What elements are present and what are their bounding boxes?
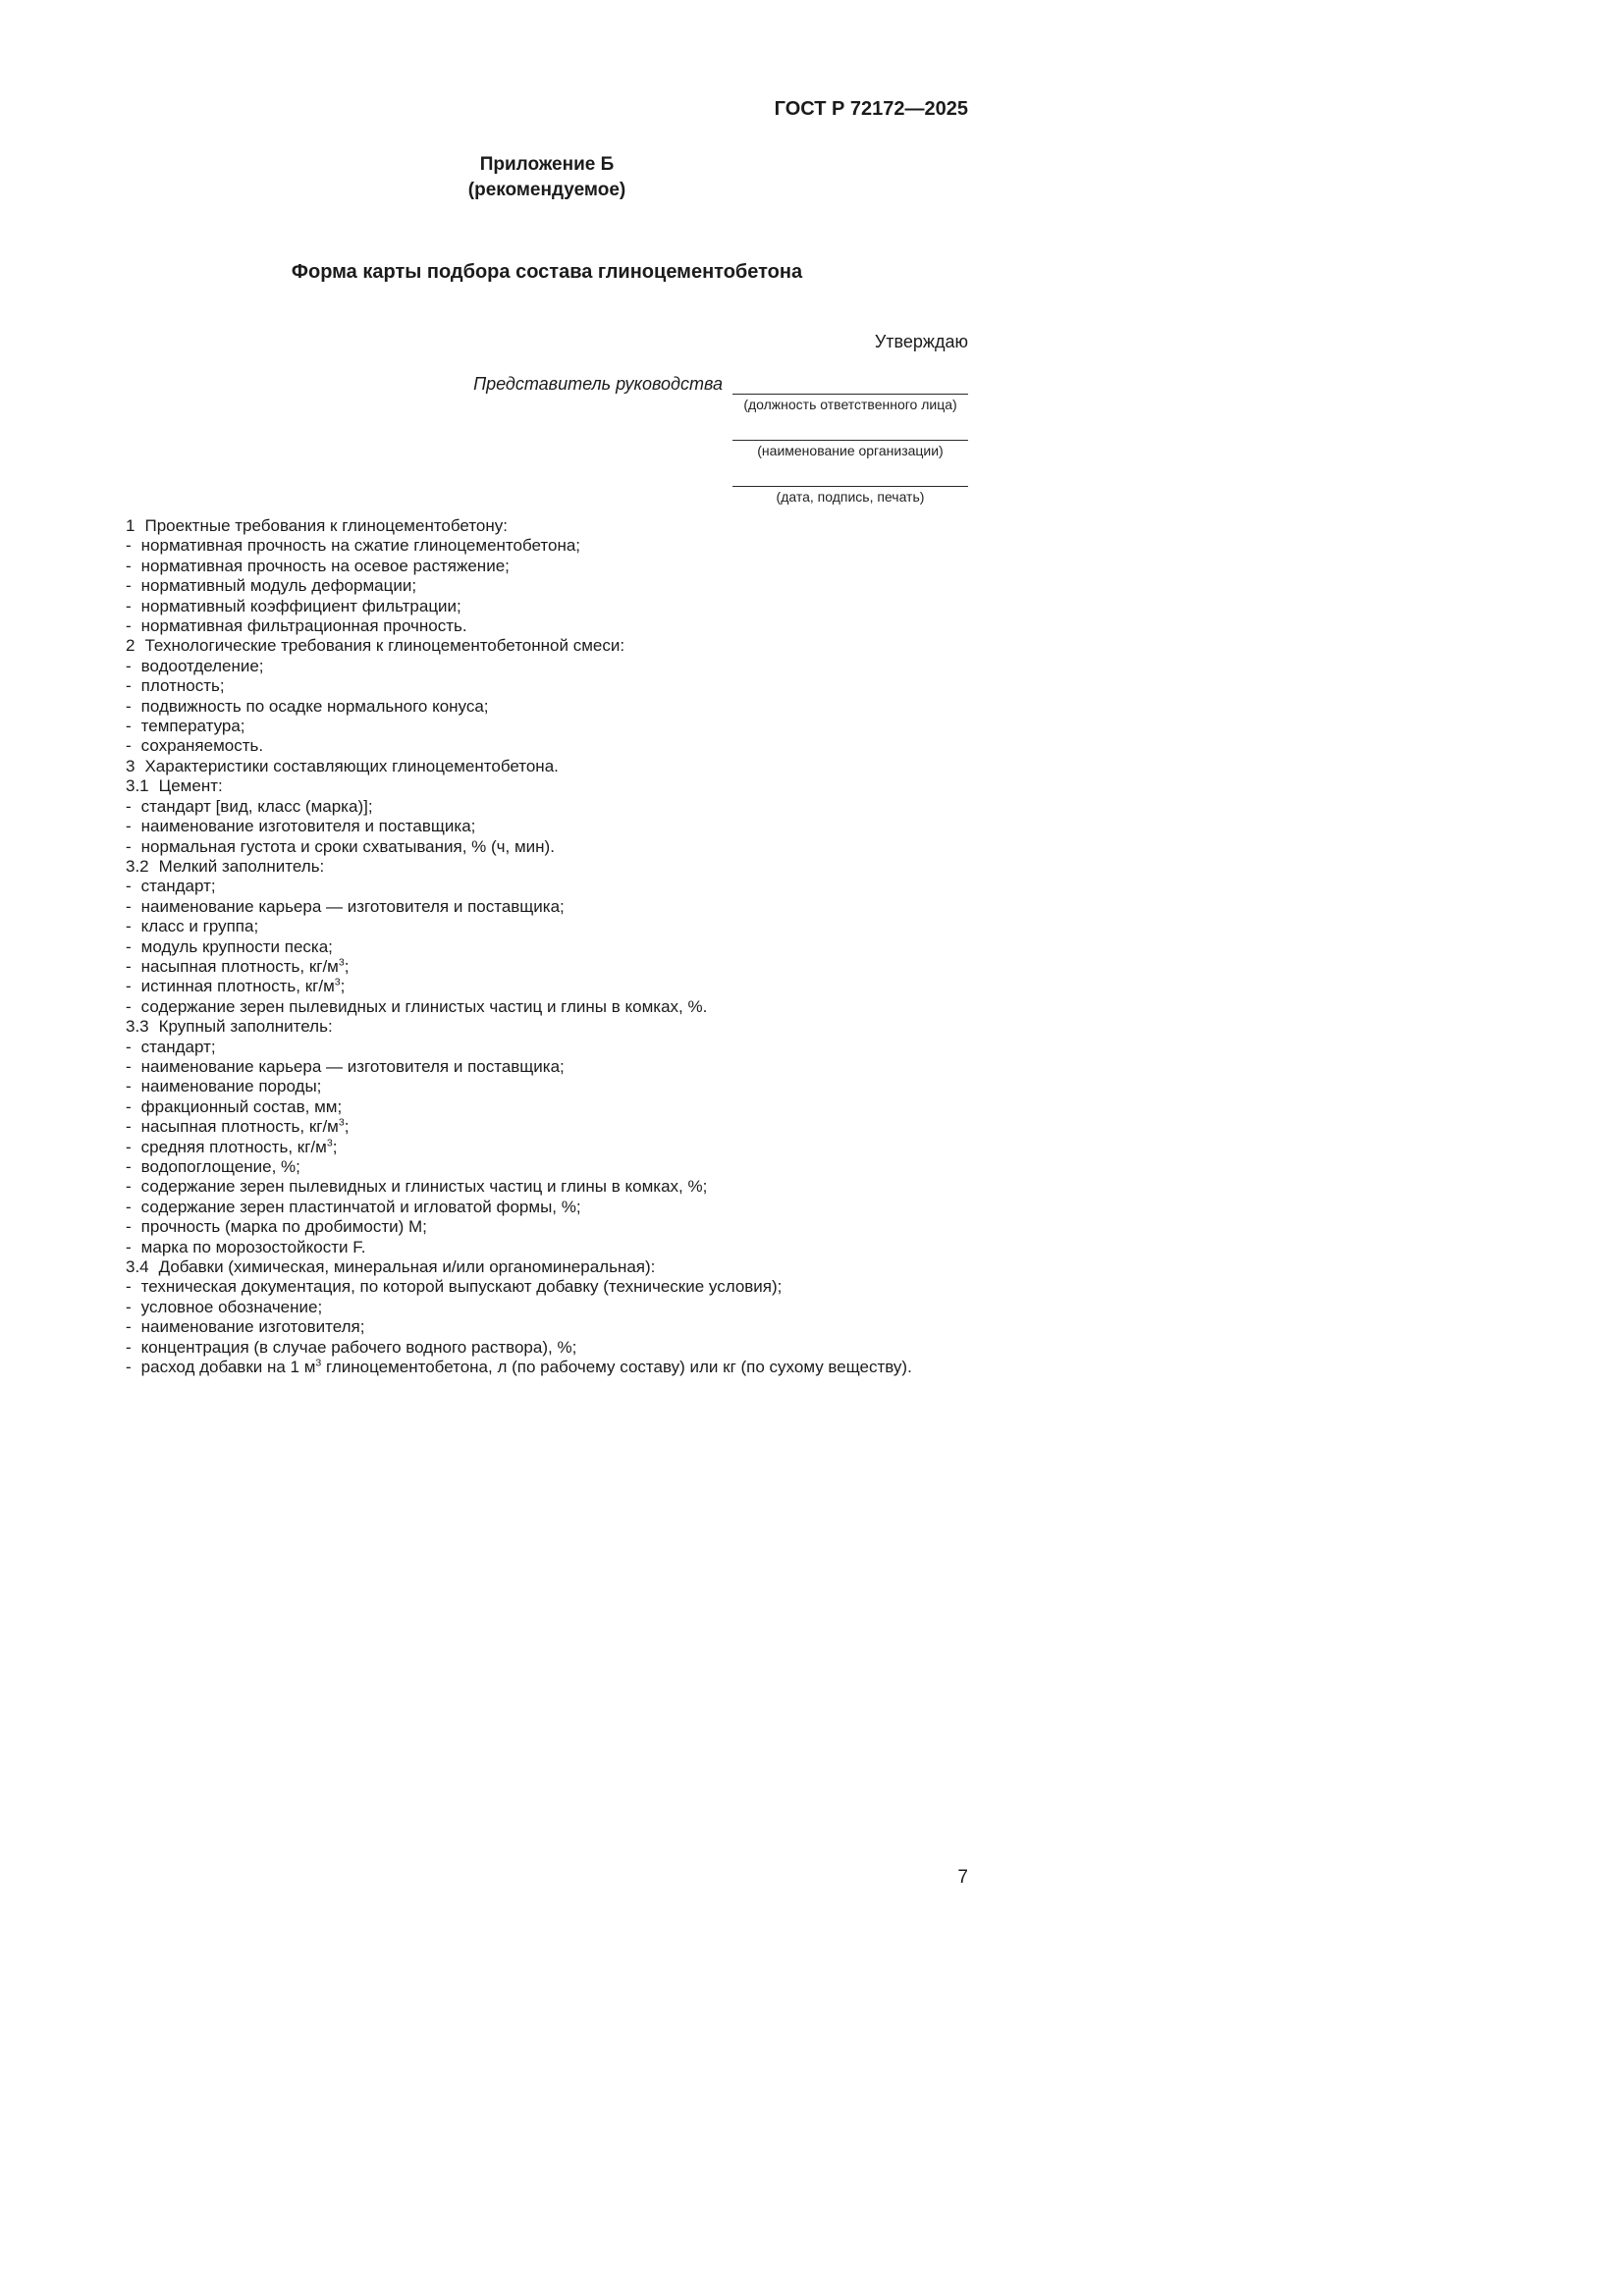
approve-label: Утверждаю: [874, 332, 968, 351]
body-line: [126, 1057, 968, 1077]
line-marker: -: [126, 836, 132, 856]
line-marker: -: [126, 676, 132, 696]
line-marker: -: [126, 1137, 132, 1156]
line-marker: -: [126, 596, 132, 615]
line-marker: -: [126, 717, 132, 736]
body-line: [126, 957, 968, 977]
line-marker: -: [126, 1197, 132, 1216]
line-marker: -: [126, 917, 132, 936]
line-text: водопоглощение, %;: [140, 1157, 300, 1176]
line-marker: -: [126, 977, 132, 996]
line-marker: -: [126, 877, 132, 896]
line-text: Крупный заполнитель:: [158, 1017, 333, 1037]
line-marker: 3.1: [126, 776, 149, 796]
line-text: марка по морозостойкости F.: [140, 1237, 366, 1256]
line-text: модуль крупности песка;: [140, 936, 333, 956]
body-line: [126, 937, 968, 957]
body-line: [126, 717, 968, 736]
body-line: [126, 1117, 968, 1137]
line-marker: -: [126, 696, 132, 716]
line-marker: -: [126, 556, 132, 575]
body-line: [126, 616, 968, 636]
body-line: [126, 1317, 968, 1337]
line-marker: 3.4: [126, 1257, 149, 1277]
line-text: нормативный коэффициент фильтрации;: [140, 596, 461, 615]
line-text: прочность (марка по дробимости) М;: [140, 1217, 427, 1237]
body-line: [126, 1217, 968, 1237]
body-line: [126, 1358, 968, 1377]
body-line: [126, 516, 968, 536]
appendix-subtitle: (рекомендуемое): [467, 180, 626, 200]
line-text: Добавки (химическая, минеральная и/или органоминеральная):: [158, 1257, 656, 1277]
line-text: Проектные требования к глиноцементобетону:: [144, 516, 508, 535]
line-marker: -: [126, 1117, 132, 1137]
signature-blank-line: [732, 425, 968, 441]
line-marker: -: [126, 536, 132, 556]
signature-blank-line: [732, 379, 968, 395]
line-text: расход добавки на 1 $м^3$ глиноцементобетона, л (по рабочему составу) или кг (по сухому веществу).: [140, 1357, 912, 1377]
line-text: нормативная фильтрационная прочность.: [140, 616, 467, 636]
line-marker: -: [126, 1056, 132, 1076]
form-title: Форма карты подбора состава глиноцементобетона: [291, 261, 803, 283]
line-text: стандарт;: [140, 1037, 216, 1056]
line-marker: -: [126, 1277, 132, 1297]
line-marker: -: [126, 1096, 132, 1116]
body-line: [126, 536, 968, 556]
line-text: наименование изготовителя и поставщика;: [140, 817, 476, 836]
body-line: [126, 1338, 968, 1358]
line-text: фракционный состав, мм;: [140, 1096, 343, 1116]
body-line: [126, 557, 968, 576]
body-line: [126, 1238, 968, 1257]
line-marker: -: [126, 1297, 132, 1316]
body-line: [126, 917, 968, 936]
line-marker: -: [126, 1077, 132, 1096]
line-text: Мелкий заполнитель:: [158, 856, 325, 876]
line-text: температура;: [140, 717, 245, 736]
body-line: [126, 1198, 968, 1217]
line-marker: -: [126, 1237, 132, 1256]
line-marker: -: [126, 956, 132, 976]
body-line: [126, 776, 968, 796]
line-marker: -: [126, 896, 132, 916]
line-marker: -: [126, 1358, 132, 1377]
line-marker: -: [126, 1177, 132, 1197]
signature-row: [126, 471, 968, 487]
body-line: [126, 897, 968, 917]
line-marker: -: [126, 576, 132, 596]
line-marker: -: [126, 936, 132, 956]
body-line: [126, 1257, 968, 1277]
line-text: средняя плотность, $кг/м^3$;: [140, 1136, 338, 1156]
line-marker: 3.3: [126, 1017, 149, 1037]
line-text: нормативная прочность на сжатие глиноцементобетона;: [140, 536, 581, 556]
page-content: [126, 0, 968, 1377]
line-text: класс и группа;: [140, 917, 259, 936]
body-line: [126, 837, 968, 857]
line-text: наименование карьера — изготовителя и поставщика;: [140, 1056, 565, 1076]
body-line: [126, 636, 968, 656]
signature-blank-line: [732, 471, 968, 487]
line-marker: -: [126, 656, 132, 675]
body-line: [126, 757, 968, 776]
body-line: [126, 597, 968, 616]
line-marker: -: [126, 736, 132, 756]
line-marker: -: [126, 1157, 132, 1176]
line-marker: 1: [126, 516, 135, 535]
body-line: [126, 1277, 968, 1297]
line-text: нормативный модуль деформации;: [140, 576, 417, 596]
line-text: водоотделение;: [140, 656, 264, 675]
line-text: насыпная плотность, $кг/м^3$;: [140, 1116, 350, 1137]
line-marker: -: [126, 796, 132, 816]
appendix-heading: [126, 152, 968, 203]
body-list: [126, 516, 968, 1377]
body-line: [126, 657, 968, 676]
body-line: [126, 1017, 968, 1037]
line-marker: -: [126, 1317, 132, 1337]
line-text: Технологические требования к глиноцементобетонной смеси:: [144, 636, 625, 656]
line-marker: -: [126, 817, 132, 836]
line-text: Цемент:: [158, 776, 223, 796]
line-marker: 2: [126, 636, 135, 656]
line-text: Характеристики составляющих глиноцементобетона.: [144, 756, 559, 775]
line-marker: -: [126, 1337, 132, 1357]
line-text: наименование породы;: [140, 1077, 322, 1096]
line-text: содержание зерен пылевидных и глинистых частиц и глины в комках, %.: [140, 996, 708, 1016]
representative-row: [126, 374, 968, 395]
line-text: наименование карьера — изготовителя и поставщика;: [140, 896, 565, 916]
line-marker: -: [126, 616, 132, 636]
body-line: [126, 676, 968, 696]
signature-caption-date-sign-stamp: (дата, подпись, печать): [776, 489, 925, 505]
body-line: [126, 877, 968, 896]
line-text: стандарт [вид, класс (марка)];: [140, 796, 373, 816]
line-text: наименование изготовителя;: [140, 1317, 365, 1337]
body-line: [126, 1298, 968, 1317]
body-line: [126, 817, 968, 836]
line-text: нормативная прочность на осевое растяжение;: [140, 556, 510, 575]
line-marker: -: [126, 1217, 132, 1237]
doc-code: ГОСТ Р 72172—2025: [774, 98, 968, 120]
line-text: нормальная густота и сроки схватывания, % (ч, мин).: [140, 836, 555, 856]
line-text: содержание зерен пластинчатой и игловатой формы, %;: [140, 1197, 581, 1216]
signature-row: [126, 425, 968, 441]
line-text: плотность;: [140, 676, 225, 696]
page-number: 7: [957, 1867, 968, 1888]
body-line: [126, 736, 968, 756]
body-line: [126, 1077, 968, 1096]
body-line: [126, 697, 968, 717]
line-text: условное обозначение;: [140, 1297, 323, 1316]
body-line: [126, 977, 968, 996]
line-text: сохраняемость.: [140, 736, 264, 756]
line-marker: -: [126, 996, 132, 1016]
appendix-title: Приложение Б: [479, 154, 615, 175]
line-text: концентрация (в случае рабочего водного раствора), %;: [140, 1337, 577, 1357]
line-text: содержание зерен пылевидных и глинистых частиц и глины в комках, %;: [140, 1177, 708, 1197]
body-line: [126, 1038, 968, 1057]
body-line: [126, 997, 968, 1017]
line-text: стандарт;: [140, 877, 216, 896]
representative-label: Представитель руководства: [473, 374, 723, 394]
body-line: [126, 1177, 968, 1197]
body-line: [126, 1157, 968, 1177]
line-text: подвижность по осадке нормального конуса;: [140, 696, 489, 716]
body-line: [126, 1138, 968, 1157]
line-marker: 3.2: [126, 856, 149, 876]
signature-caption-organization: (наименование организации): [757, 443, 944, 458]
body-line: [126, 576, 968, 596]
line-text: техническая документация, по которой выпускают добавку (технические условия);: [140, 1277, 783, 1297]
body-line: [126, 857, 968, 877]
line-text: насыпная плотность, $кг/м^3$;: [140, 956, 350, 976]
signature-caption-position: (должность ответственного лица): [743, 397, 957, 412]
line-text: истинная плотность, $кг/м^3$;: [140, 976, 346, 996]
line-marker: -: [126, 1037, 132, 1056]
line-marker: 3: [126, 756, 135, 775]
body-line: [126, 1097, 968, 1117]
body-line: [126, 797, 968, 817]
